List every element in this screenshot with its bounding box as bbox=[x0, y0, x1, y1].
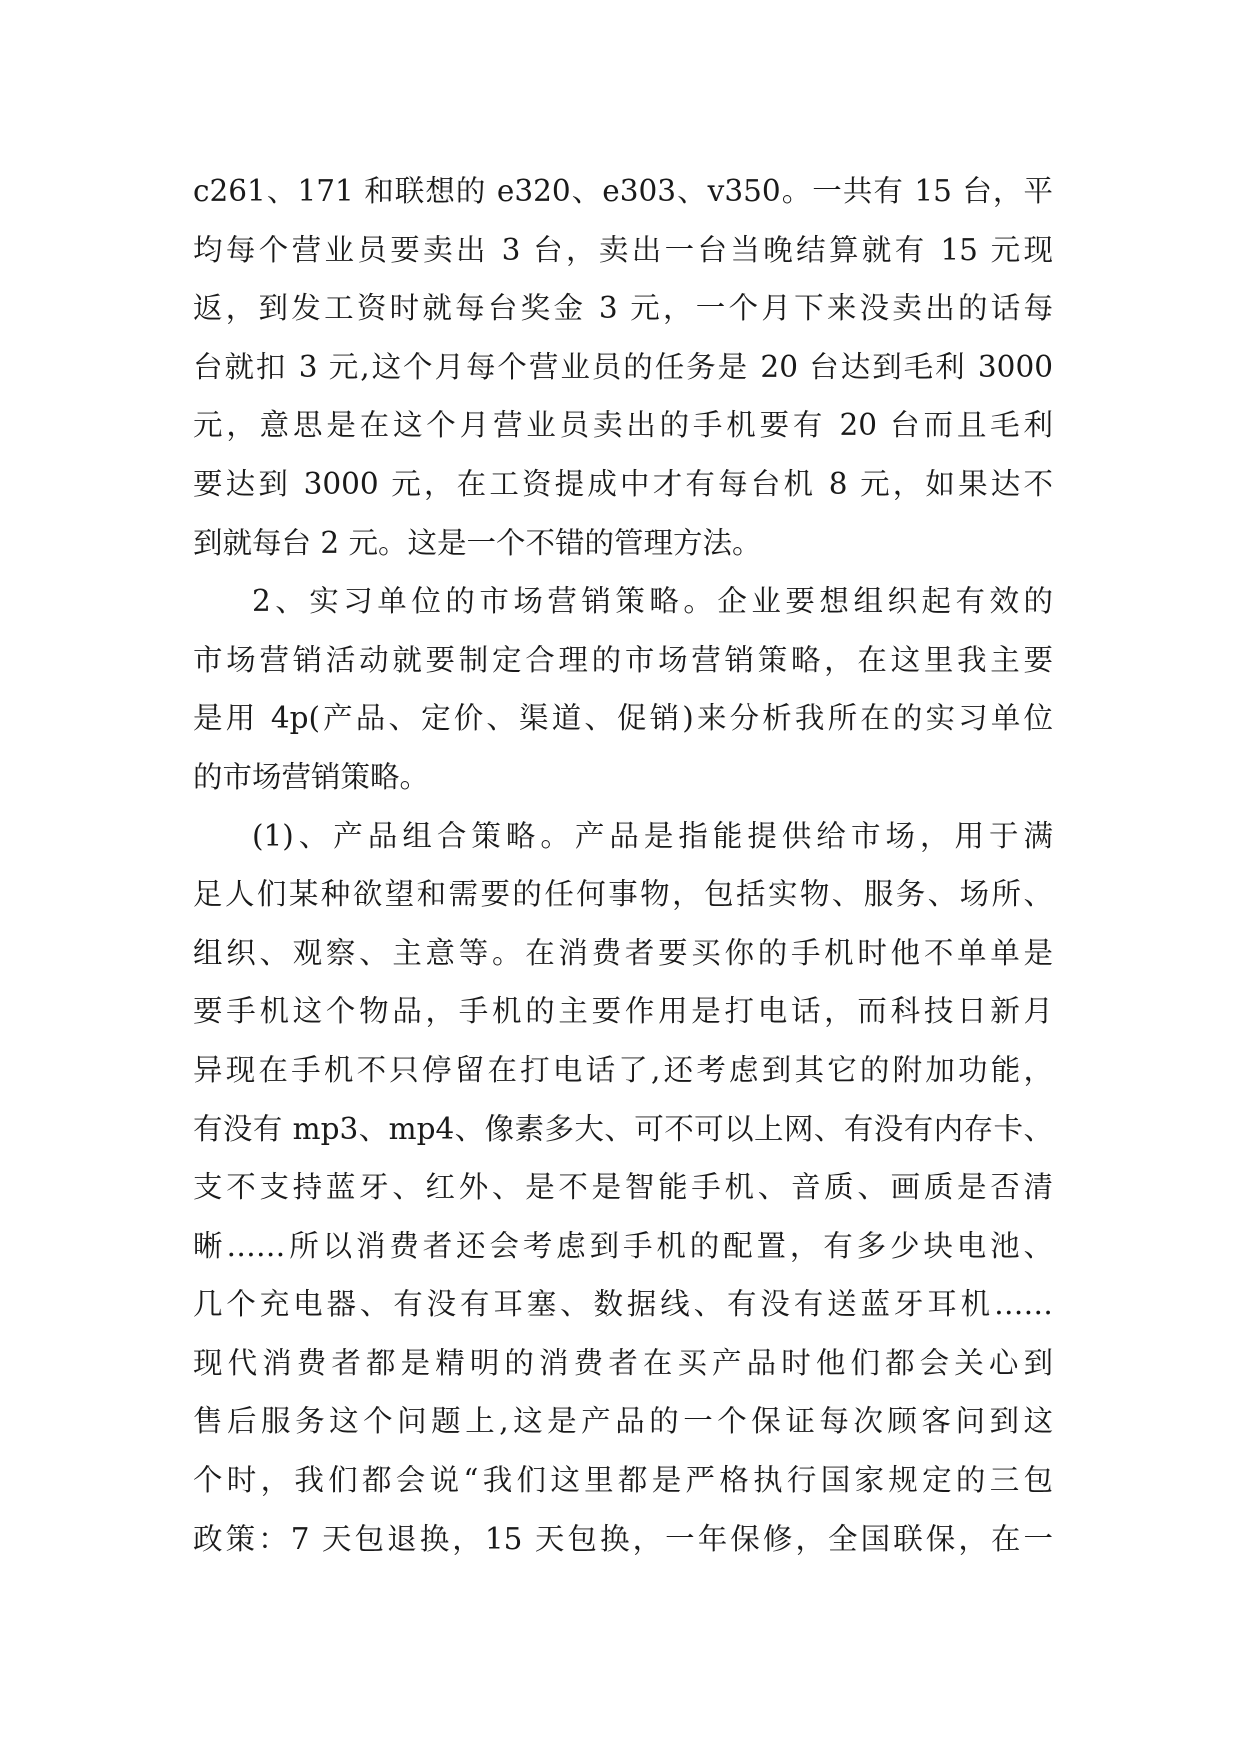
document-body bbox=[193, 162, 1053, 1568]
text-line: 组织、观察、主意等。在消费者要买你的手机时他不单单是 bbox=[193, 935, 1053, 970]
paragraph-start-line: (1)、产品组合策略。产品是指能提供给市场，用于满 bbox=[252, 818, 1053, 853]
text-line: 返，到发工资时就每台奖金 3 元，一个月下来没卖出的话每 bbox=[193, 291, 1053, 326]
text-line: 足人们某种欲望和需要的任何事物，包括实物、服务、场所、 bbox=[193, 877, 1053, 912]
text-line: 现代消费者都是精明的消费者在买产品时他们都会关心到 bbox=[193, 1345, 1053, 1380]
text-line: 台就扣 3 元,这个月每个营业员的任务是 20 台达到毛利 3000 bbox=[193, 349, 1053, 384]
text-line: 到就每台 2 元。这是一个不错的管理方法。 bbox=[193, 525, 762, 560]
text-line: 异现在手机不只停留在打电话了,还考虑到其它的附加功能， bbox=[193, 1052, 1053, 1087]
text-line: 元，意思是在这个月营业员卖出的手机要有 20 台而且毛利 bbox=[193, 408, 1053, 443]
paragraph-start-line: 2、实习单位的市场营销策略。企业要想组织起有效的 bbox=[252, 584, 1053, 619]
text-line: 市场营销活动就要制定合理的市场营销策略，在这里我主要 bbox=[193, 642, 1053, 677]
text-line: 政策：7 天包退换，15 天包换，一年保修，全国联保，在一 bbox=[193, 1521, 1053, 1556]
text-line: 的市场营销策略。 bbox=[193, 759, 430, 794]
text-line: 有没有 mp3、mp4、像素多大、可不可以上网、有没有内存卡、 bbox=[193, 1111, 1053, 1146]
text-line: 支不支持蓝牙、红外、是不是智能手机、音质、画质是否清 bbox=[193, 1170, 1053, 1205]
text-line: 售后服务这个问题上,这是产品的一个保证每次顾客问到这 bbox=[193, 1404, 1053, 1439]
text-line: 要达到 3000 元，在工资提成中才有每台机 8 元，如果达不 bbox=[193, 466, 1053, 501]
text-line: 是用 4p(产品、定价、渠道、促销)来分析我所在的实习单位 bbox=[193, 701, 1053, 736]
text-line: c261、171 和联想的 e320、e303、v350。一共有 15 台，平 bbox=[193, 174, 1053, 208]
text-line: 要手机这个物品，手机的主要作用是打电话，而科技日新月 bbox=[193, 994, 1053, 1029]
text-line: 个时，我们都会说“我们这里都是严格执行国家规定的三包 bbox=[193, 1463, 1053, 1498]
text-line: 均每个营业员要卖出 3 台，卖出一台当晚结算就有 15 元现 bbox=[193, 232, 1053, 267]
text-line: 几个充电器、有没有耳塞、数据线、有没有送蓝牙耳机…… bbox=[193, 1287, 1053, 1322]
text-line: 晰……所以消费者还会考虑到手机的配置，有多少块电池、 bbox=[193, 1228, 1053, 1263]
